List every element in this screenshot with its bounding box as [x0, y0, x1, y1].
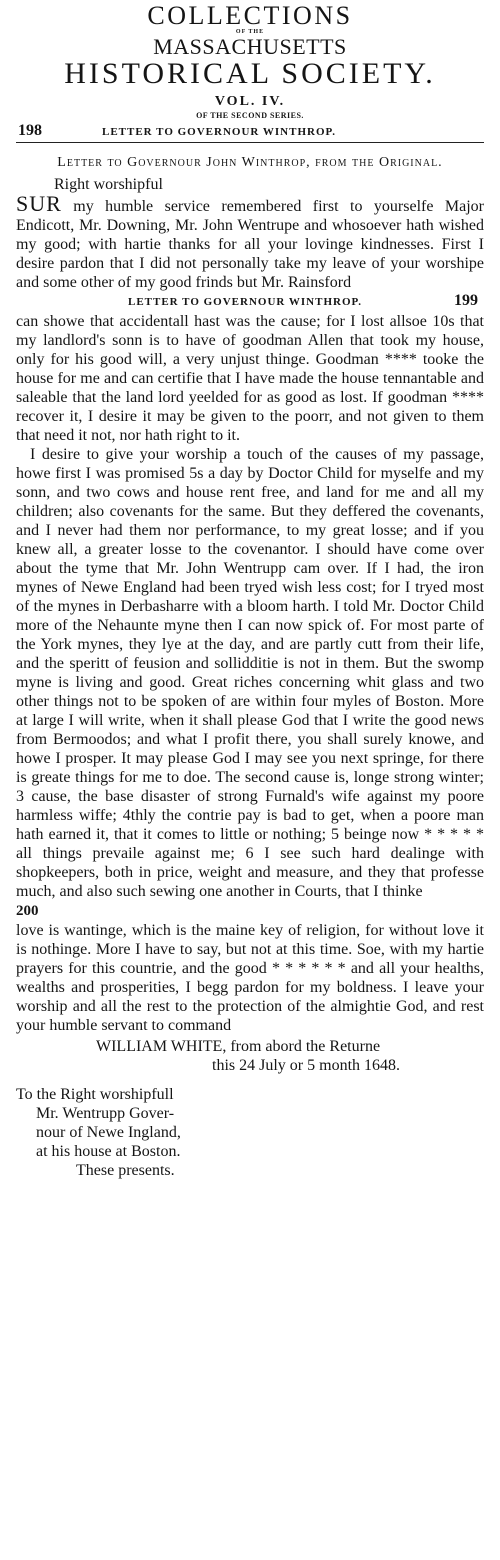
- paragraph-1-text: my humble service remembered first to yourselfe Major Endicott, Mr. Downing, Mr. John Wentrupe and whosoever hath wished my good; with hartie thanks for all your lovinge kindnesses. First I desire pardon that I did not personally take my leave of your worshipe and some other of my good frinds but Mr. Rainsford: [16, 198, 484, 291]
- paragraph-1: [16, 191, 484, 292]
- signature: [16, 1037, 484, 1075]
- paragraph-4: love is wantinge, which is the maine key of religion, for without love it is nothinge. More I have to say, but not at this time. Soe, with my hartie prayers for this countrie, and the good * * * * * * and all your healths, wealths and prosperities, I begg pardon for my boldness. I leave your worship and all the rest to the protection of the almightie God, and rest your humble servant to command: [16, 922, 484, 1034]
- signature-line-2: this 24 July or 5 month 1648.: [212, 1057, 401, 1074]
- address-line-2: Mr. Wentrupp Gover-: [36, 1105, 175, 1122]
- drop-cap: SUR: [16, 191, 62, 216]
- running-title-2: LETTER TO GOVERNOUR WINTHROP.: [128, 296, 362, 308]
- letter-title: Letter to Governour John Winthrop, from the Original.: [57, 155, 443, 170]
- running-title: LETTER TO GOVERNOUR WINTHROP.: [102, 126, 336, 138]
- address-block: [16, 1085, 484, 1180]
- page-number-198: 198: [18, 122, 42, 139]
- address-line-5: These presents.: [76, 1162, 175, 1179]
- page-number-200: 200: [16, 903, 39, 919]
- masthead-collections: COLLECTIONS: [147, 1, 353, 30]
- masthead-historical-society: HISTORICAL SOCIETY.: [64, 57, 436, 90]
- paragraph-3: I desire to give your worship a touch of the causes of my passage, howe first I was promised 5s a day by Doctor Child for myselfe and my sonn, and two cows and house rent free, and land for me and all my children; also covenants for the same. But they deffered the covenants, and I never had them nor performance, to my great losse; and if you knew all, a greater losse to the covenantor. I should have come over about the tyme that Mr. John Wentrupp cam over. If I had, the iron mynes of Newe England had been tryed wish less cost; for I tryed most of the mynes in Derbasharre with a bloom harth. I told Mr. Doctor Child more of the Nehaunte myne then I can now spick of. For most parte of the York mynes, they lye at the day, and are partly cutt from their life, and the speritt of feusion and sollidditie is not in them. But the swomp myne is living and good. Great riches concerning whit glass and two other things not to be spoken of are within four myles of Boston. More at large I will write, when it shall please God that I write the good news from Bermoodos; and what I profit there, you shall surely knowe, and howe I prosper. It may please God I may see you next springe, for there is greate things for me to doe. The second cause is, longe strong winter; 3 cause, the base disaster of strong Furnald's wife against my poore harmless wiffe; 4thly the contrie pay is bad to get, when a poore man hath earned it, that it comes to little or nothing; 5 beinge now * * * * * all things prevaile against me; 6 I see such hard dealinge with shopkeepers, both in price, weight and measure, and they that professe much, and also such sewing one another in Courts, that I thinke: [16, 446, 484, 900]
- address-line-3: nour of Newe Ingland,: [36, 1124, 181, 1141]
- masthead-massachusetts: MASSACHUSETTS: [153, 34, 347, 59]
- volume-label: VOL. IV.: [214, 94, 286, 109]
- masthead-of-the: OF THE: [235, 29, 265, 35]
- address-line-1: To the Right worshipfull: [16, 1086, 174, 1103]
- series-label: OF THE SECOND SERIES.: [196, 111, 304, 120]
- masthead: [0, 0, 500, 122]
- salutation: Right worshipful: [54, 176, 163, 193]
- address-line-4: at his house at Boston.: [36, 1143, 181, 1160]
- paragraph-2: can showe that accidentall hast was the cause; for I lost allsoe 10s that my landlord's sonn is to have of goodman Allen that took my house, only for his good will, a very unjust thinge. Goodman **** tooke the house for me and can certifie that I have made the house tennantable and saleable that the land lord yeelded for as good as lost. If goodman **** recover it, I desire it may be given to the poorr, and not given to them that need it not, nor hath right to it.: [16, 313, 484, 444]
- running-header-199: [16, 292, 484, 312]
- signature-line-1: WILLIAM WHITE, from abord the Returne: [96, 1038, 381, 1055]
- running-header-198: [16, 122, 484, 143]
- page-number-199: 199: [454, 292, 478, 309]
